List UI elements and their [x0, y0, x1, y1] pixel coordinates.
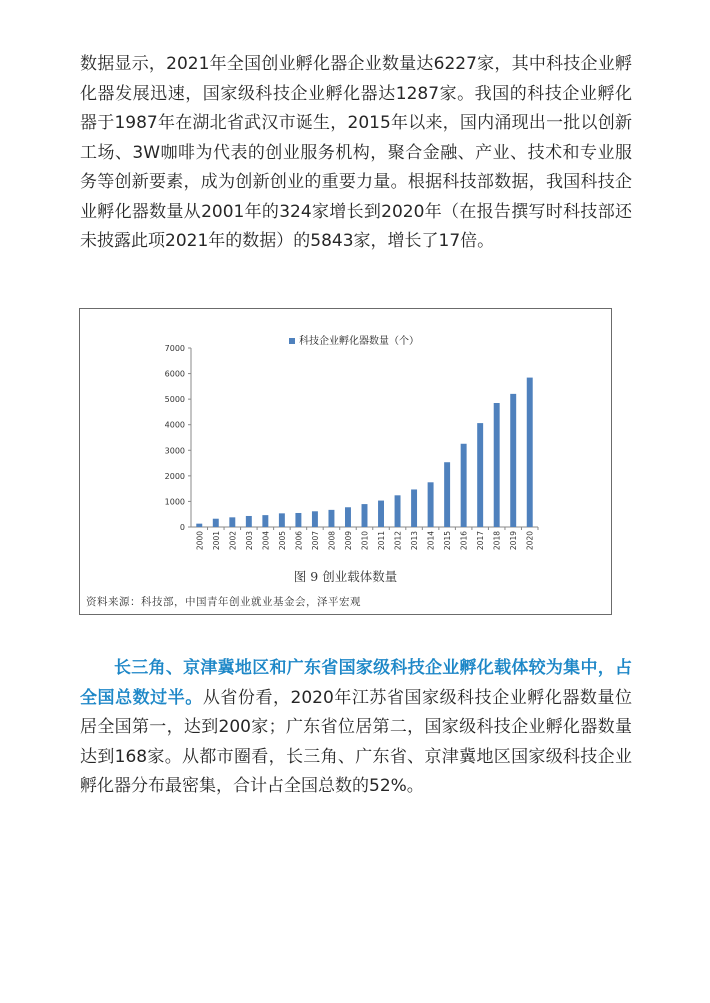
x-tick-label: 2010	[360, 531, 370, 551]
y-axis-ticks	[165, 344, 191, 532]
x-tick-label: 2005	[277, 531, 287, 551]
x-tick-label: 2007	[310, 531, 320, 551]
bar-2019	[510, 394, 516, 527]
x-tick-label: 2015	[443, 531, 453, 551]
bar-2016	[461, 444, 467, 527]
x-tick-label: 2003	[244, 531, 254, 551]
figure-caption: 图 9 创业载体数量	[293, 569, 398, 584]
y-tick-label: 1000	[164, 497, 185, 507]
x-tick-label: 2019	[509, 531, 519, 551]
bar-2020	[527, 378, 533, 527]
bar-2007	[312, 511, 318, 527]
bar-2014	[428, 482, 434, 527]
x-tick-label: 2013	[410, 531, 420, 551]
bar-2004	[262, 515, 268, 527]
x-tick-label: 2017	[476, 531, 486, 551]
x-tick-label: 2016	[459, 531, 469, 551]
body-text: 从省份看，2020年江苏省国家级科技企业孵化器数量位居全国第一，达到200家；广东省位居第二，国家级科技企业孵化器数量达到168家。从都市圈看，长三角、广东省、京津冀地区国家级科技企业孵化器分布最密集，合计占全国总数的52%。	[80, 687, 633, 796]
legend-swatch	[289, 338, 295, 344]
bar-2018	[494, 403, 500, 527]
y-tick-label: 4000	[164, 420, 185, 430]
x-tick-label: 2018	[492, 531, 502, 551]
x-tick-label: 2014	[426, 531, 436, 551]
bar-2003	[246, 516, 252, 527]
x-tick-label: 2012	[393, 531, 403, 551]
lead-sentence: 长三角、京津冀地区和广东省国家级科技企业孵化载体较为集中，占全国总数过半。	[80, 658, 632, 708]
legend-label: 科技企业孵化器数量（个）	[299, 336, 419, 347]
figure-source: 资料来源：科技部，中国青年创业就业基金会，泽平宏观	[86, 596, 361, 608]
bar-2012	[395, 495, 401, 527]
bars	[196, 378, 532, 527]
bar-2006	[295, 513, 301, 527]
bar-2013	[411, 489, 417, 527]
figure-9	[79, 308, 612, 615]
bar-2015	[444, 462, 450, 527]
x-tick-label: 2001	[211, 531, 221, 551]
bar-2017	[477, 423, 483, 527]
y-tick-label: 2000	[164, 471, 185, 481]
bar-2002	[229, 517, 235, 527]
x-axis-ticks	[195, 527, 538, 550]
chart-axes	[191, 348, 538, 527]
x-tick-label: 2004	[261, 531, 271, 551]
y-tick-label: 6000	[164, 369, 185, 379]
bar-2009	[345, 507, 351, 527]
x-tick-label: 2020	[525, 531, 535, 551]
y-tick-label: 7000	[164, 344, 185, 353]
bar-2001	[213, 519, 219, 527]
province-paragraph	[80, 654, 632, 802]
bar-2011	[378, 501, 384, 527]
y-tick-label: 5000	[164, 395, 185, 405]
bar-2010	[362, 504, 368, 527]
y-tick-label: 0	[179, 523, 185, 532]
bar-2000	[196, 524, 202, 527]
y-tick-label: 3000	[164, 446, 185, 456]
x-tick-label: 2002	[228, 531, 238, 551]
x-tick-label: 2000	[195, 531, 205, 551]
x-tick-label: 2009	[343, 531, 353, 551]
x-tick-label: 2011	[377, 531, 387, 551]
x-tick-label: 2006	[294, 531, 304, 551]
bar-2008	[328, 510, 334, 527]
x-tick-label: 2008	[327, 531, 337, 551]
bar-2005	[279, 513, 285, 527]
chart-legend	[289, 334, 419, 347]
intro-paragraph: 数据显示，2021年全国创业孵化器企业数量达6227家，其中科技企业孵化器发展迅速，国家级科技企业孵化器达1287家。我国的科技企业孵化器于1987年在湖北省武汉市诞生，2015年以来，国内涌现出一批以创新工场、3W咖啡为代表的创业服务机构，聚合金融、产业、技术和专业服务等创新要素，成为创新创业的重要力量。根据科技部数据，我国科技企业孵化器数量从2001年的324家增长到2020年（在报告撰写时科技部还未披露此项2021年的数据）的5843家，增长了17倍。	[80, 54, 632, 251]
